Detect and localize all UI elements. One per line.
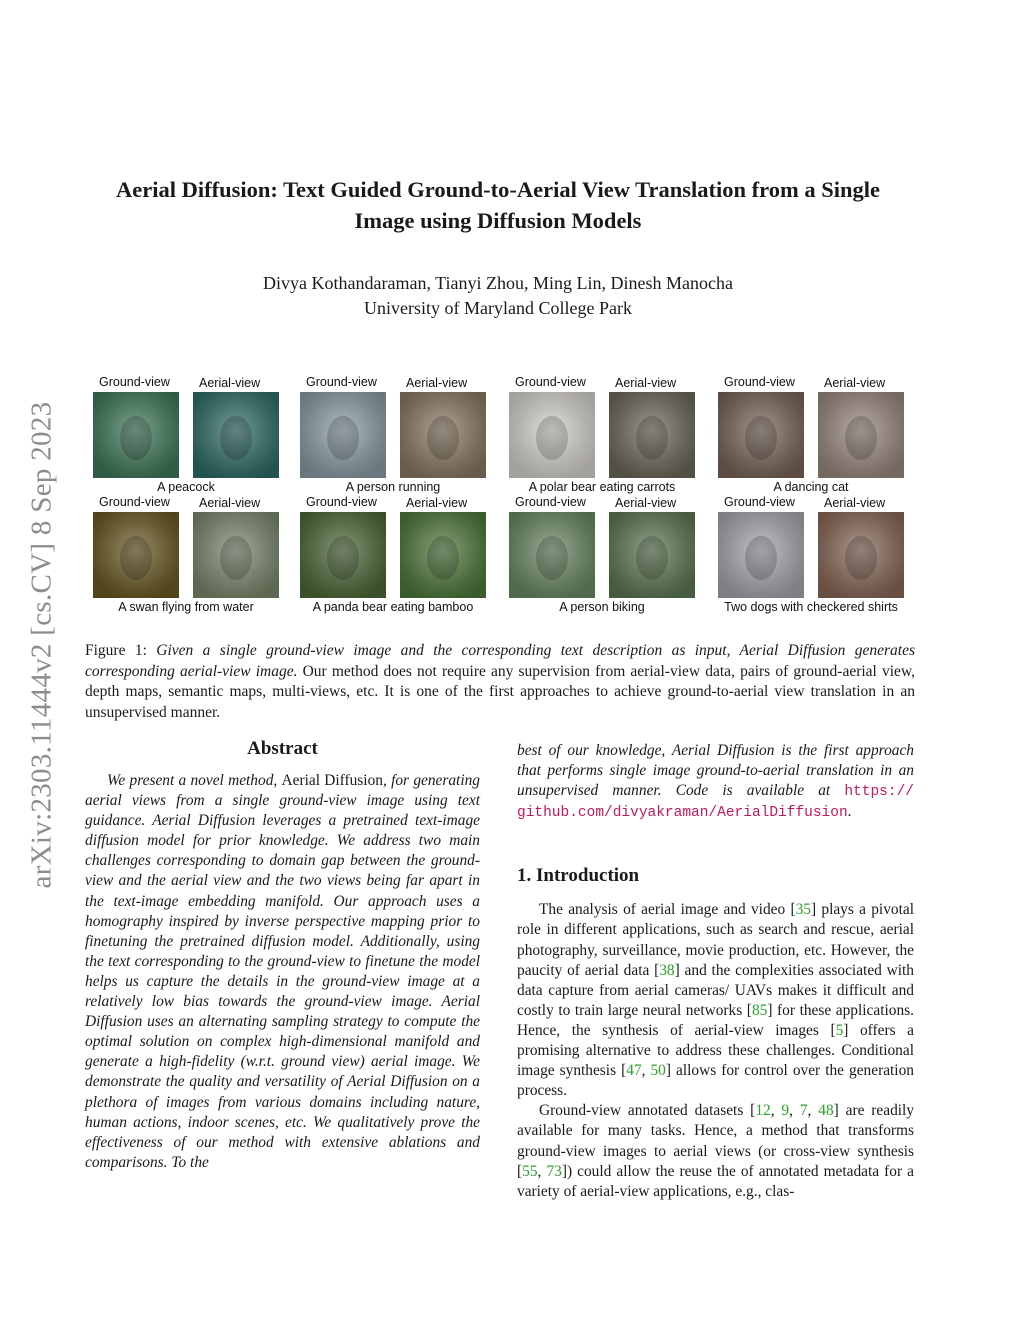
ground-view-image [93, 512, 179, 598]
intro-text: Ground-view annotated datasets [ [539, 1102, 756, 1120]
aerial-view-image [193, 392, 279, 478]
intro-text: ] for these applications. Hence, the synthesis of aerial-view images [ [517, 1001, 914, 1039]
abstract-continuation: best of our knowledge, Aerial Diffusion is the first approach that performs single image ground-to-aerial translation in an unsupervised manner. Code is available at https:// github.com/divyakraman/AerialDiffusion. [517, 742, 914, 822]
ground-view-label: Ground-view [515, 375, 586, 389]
intro-text: , [641, 1062, 651, 1080]
ground-view-image [93, 392, 179, 478]
caption-rest: Our method does not require any supervision from aerial-view data, pairs of ground-aerial view, depth maps, semantic maps, multi-views, etc. It is one of the first approaches to achieve ground-to-aerial view translation in an unsupervised manner. [85, 662, 916, 721]
method-name: Aerial Diffusion [281, 772, 383, 789]
title-line-1: Aerial Diffusion: Text Guided Ground-to-Aerial View Translation from a Single [115, 177, 880, 202]
abstract-body: We present a novel method, Aerial Diffusion, for generating aerial views from a single ground-view image using text guidance. Aerial Diffusion leverages a pretrained text-image diffusion model for prior knowledge. We address two main challenges corresponding to domain gap between the ground-view and the aerial view and the two views being far apart in the text-image embedding manifold. Our approach uses a homography inspired by inverse perspective mapping prior to finetuning the pretrained diffusion model. Additionally, using the text corresponding to the ground-view to finetune the model helps us capture the details in the ground-view image at a relatively low bias towards the ground-view image. Aerial Diffusion uses an alternating sampling strategy to compute the optimal solution on complex high-dimensional manifold and generate a high-fidelity (w.r.t. ground view) aerial image. We demonstrate the quality and versatility of Aerial Diffusion on a plethora of images from various domains including nature, human actions, indoor scenes, etc. We qualitatively prove the effectiveness of our method with extensive ablations and comparisons. To the [85, 772, 480, 1171]
affiliation: University of Maryland College Park [364, 298, 632, 318]
example-caption: A swan flying from water [118, 600, 254, 614]
intro-text: ]) could allow the reuse the of annotated metadata for a variety of aerial-view applications, e.g., clas- [517, 1162, 914, 1200]
ground-view-label: Ground-view [99, 495, 170, 509]
aerial-view-label: Aerial-view [406, 376, 468, 390]
citation-link[interactable]: 55 [522, 1162, 538, 1180]
citation-link[interactable]: 50 [650, 1062, 666, 1080]
intro-text: ] allows for control over the generation process. [517, 1062, 914, 1100]
aerial-view-label: Aerial-view [824, 376, 886, 390]
citation-link[interactable]: 9 [781, 1102, 790, 1120]
example-caption: A person biking [559, 600, 645, 614]
intro-text: ] are readily available for many tasks. Hence, a method that transforms ground-view images to aerial views (or cross-view synthesis [ [517, 1102, 915, 1180]
intro-text: ] and the complexities associated with data capture from aerial cameras/ UAVs makes it difficult and costly to train large neural networks [ [517, 961, 914, 1019]
example-caption: A polar bear eating carrots [528, 480, 676, 494]
example-caption: A panda bear eating bamboo [312, 600, 474, 614]
aerial-view-image [400, 392, 486, 478]
ground-view-image [718, 512, 804, 598]
aerial-view-label: Aerial-view [199, 496, 261, 510]
intro-text: , [789, 1102, 800, 1120]
ground-view-label: Ground-view [515, 495, 586, 509]
intro-text: ] plays a pivotal role in different applications, such as search and rescue, aerial photography, surveillance, movie production, etc. However, the paucity of aerial data [ [517, 901, 914, 979]
left-column [85, 738, 480, 1173]
ground-view-image [300, 392, 386, 478]
caption-label: Figure 1: [85, 642, 147, 659]
example-caption: Two dogs with checkered shirts [724, 600, 898, 614]
aerial-view-image [609, 512, 695, 598]
intro-text: ] offers a promising alternative to address these challenges. Conditional image synthesis [ [517, 1021, 914, 1080]
right-column [517, 741, 914, 1202]
intro-text: , [807, 1102, 819, 1120]
author-names: Divya Kothandaraman, Tianyi Zhou, Ming Lin, Dinesh Manocha [263, 273, 733, 293]
intro-text: , [537, 1162, 547, 1180]
citation-link[interactable]: 38 [659, 961, 675, 979]
citation-link[interactable]: 7 [799, 1102, 808, 1120]
example-caption: A peacock [157, 480, 215, 494]
figure-1 [85, 370, 925, 620]
aerial-view-image [818, 512, 904, 598]
aerial-view-image [193, 512, 279, 598]
example-caption: A person running [345, 480, 441, 494]
aerial-view-label: Aerial-view [615, 496, 677, 510]
citation-link[interactable]: 5 [835, 1021, 844, 1039]
intro-paragraph-2 [517, 1101, 914, 1201]
citation-link[interactable]: 73 [546, 1162, 562, 1180]
aerial-view-image [609, 392, 695, 478]
citation-link[interactable]: 35 [795, 901, 811, 919]
intro-paragraph-1 [517, 900, 914, 1101]
intro-heading: 1. Introduction [517, 865, 640, 887]
citation-link[interactable]: 48 [818, 1102, 834, 1120]
aerial-view-label: Aerial-view [199, 376, 261, 390]
ground-view-image [718, 392, 804, 478]
abstract-heading: Abstract [247, 738, 318, 759]
citation-link[interactable]: 47 [626, 1062, 642, 1080]
aerial-view-image [818, 392, 904, 478]
ground-view-label: Ground-view [306, 375, 377, 389]
ground-view-label: Ground-view [99, 375, 170, 389]
aerial-view-image [400, 512, 486, 598]
ground-view-image [509, 512, 595, 598]
code-url-part-1[interactable]: https:// [844, 784, 914, 801]
aerial-view-label: Aerial-view [824, 496, 886, 510]
intro-text: The analysis of aerial image and video [ [539, 901, 796, 919]
figure-caption [85, 641, 915, 723]
ground-view-label: Ground-view [306, 495, 377, 509]
ground-view-label: Ground-view [724, 495, 795, 509]
ground-view-image [300, 512, 386, 598]
example-caption: A dancing cat [773, 480, 849, 494]
arxiv-side-stamp: arXiv:2303.11444v2 [cs.CV] 8 Sep 2023 [25, 401, 58, 889]
code-url-part-2[interactable]: github.com/divyakraman/AerialDiffusion [517, 805, 848, 822]
author-block [60, 271, 936, 321]
ground-view-label: Ground-view [724, 375, 795, 389]
aerial-view-label: Aerial-view [406, 496, 468, 510]
title-line-2: Image using Diffusion Models [354, 208, 642, 233]
paper-title [60, 174, 936, 236]
ground-view-image [509, 392, 595, 478]
aerial-view-label: Aerial-view [615, 376, 677, 390]
caption-italic: Given a single ground-view image and the corresponding text description as input, Aerial Diffusion generates corresponding aerial-view image. [85, 642, 916, 680]
citation-link[interactable]: 85 [751, 1001, 768, 1019]
intro-text: , [770, 1102, 782, 1120]
citation-link[interactable]: 12 [755, 1102, 771, 1120]
